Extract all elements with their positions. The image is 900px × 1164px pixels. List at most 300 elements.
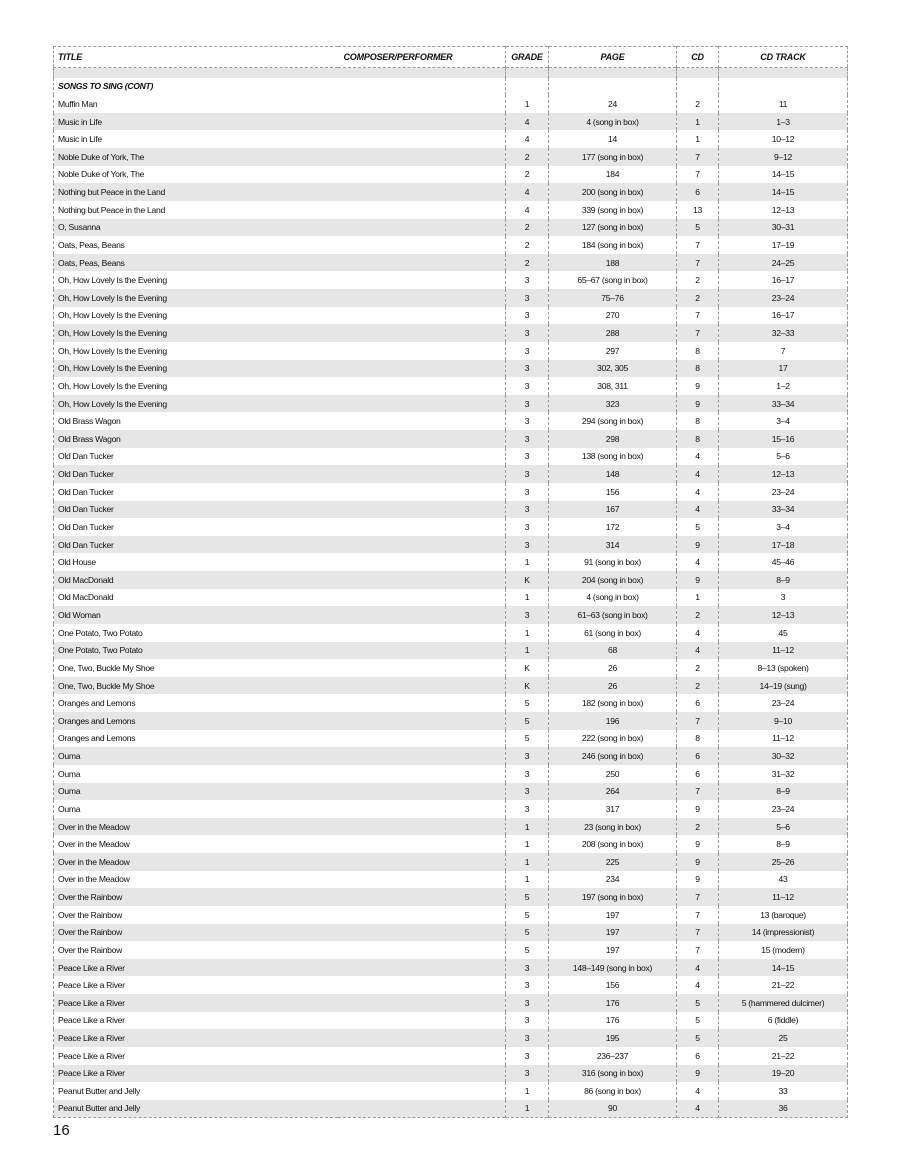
cell-cd: 4 xyxy=(677,1082,719,1100)
cell-cd-track: 24–25 xyxy=(719,254,848,272)
cell-cd: 6 xyxy=(677,694,719,712)
cell-title: Oh, How Lovely Is the Evening xyxy=(58,275,167,286)
cell-composer xyxy=(338,1100,506,1118)
cell-cd: 8 xyxy=(677,430,719,448)
cell-cd-track: 32–33 xyxy=(719,324,848,342)
cell-title: Old House xyxy=(58,557,96,568)
cell-page: 197 xyxy=(549,924,677,942)
cell-composer xyxy=(338,694,506,712)
cell-cd-track: 30–32 xyxy=(719,747,848,765)
cell-title: Oh, How Lovely Is the Evening xyxy=(58,345,167,356)
cell-grade: 1 xyxy=(506,1082,549,1100)
section-row xyxy=(54,78,848,96)
cell-cd-track: 17–19 xyxy=(719,236,848,254)
cell-cd-track: 5 (hammered dulcimer) xyxy=(719,994,848,1012)
table-row xyxy=(54,113,848,131)
cell-composer xyxy=(338,589,506,607)
table-row xyxy=(54,906,848,924)
cell-composer xyxy=(338,941,506,959)
cell-grade: 3 xyxy=(506,800,549,818)
cell-title: Over the Rainbow xyxy=(58,892,122,903)
cell-title: Old Dan Tucker xyxy=(58,486,114,497)
cell-page: 127 (song in box) xyxy=(549,219,677,237)
cell-page: 167 xyxy=(549,501,677,519)
cell-cd: 8 xyxy=(677,412,719,430)
table-row xyxy=(54,730,848,748)
cell-composer xyxy=(338,183,506,201)
cell-cd-track: 11 xyxy=(719,95,848,113)
table-row xyxy=(54,571,848,589)
cell-composer xyxy=(338,783,506,801)
cell-page: 314 xyxy=(549,536,677,554)
cell-page: 14 xyxy=(549,130,677,148)
cell-composer xyxy=(338,765,506,783)
cell-composer xyxy=(338,1012,506,1030)
cell-page: 294 (song in box) xyxy=(549,412,677,430)
cell-title: Ouma xyxy=(58,768,81,779)
cell-cd: 2 xyxy=(677,95,719,113)
cell-composer xyxy=(338,219,506,237)
cell-cd: 7 xyxy=(677,166,719,184)
cell-page: 86 (song in box) xyxy=(549,1082,677,1100)
cell-grade: 3 xyxy=(506,783,549,801)
cell-composer xyxy=(338,994,506,1012)
cell-composer xyxy=(338,747,506,765)
cell-composer xyxy=(338,360,506,378)
table-row xyxy=(54,412,848,430)
cell-cd: 7 xyxy=(677,941,719,959)
cell-cd: 6 xyxy=(677,747,719,765)
cell-title: Ouma xyxy=(58,786,81,797)
cell-cd-track: 15–16 xyxy=(719,430,848,448)
cell-title: Muffin Man xyxy=(58,98,98,109)
cell-cd-track: 30–31 xyxy=(719,219,848,237)
cell-cd-track: 11–12 xyxy=(719,888,848,906)
cell-cd: 5 xyxy=(677,518,719,536)
cell-grade: 5 xyxy=(506,712,549,730)
cell-cd-track: 14–15 xyxy=(719,959,848,977)
cell-page: 302, 305 xyxy=(549,360,677,378)
cell-page: 4 (song in box) xyxy=(549,113,677,131)
cell-page: 26 xyxy=(549,677,677,695)
cell-grade: 3 xyxy=(506,395,549,413)
cell-grade: 2 xyxy=(506,219,549,237)
cell-cd-track: 8–9 xyxy=(719,835,848,853)
cell-page: 200 (song in box) xyxy=(549,183,677,201)
cell-cd: 4 xyxy=(677,976,719,994)
table-row xyxy=(54,1065,848,1083)
cell-cd: 4 xyxy=(677,1100,719,1118)
cell-title: Peace Like a River xyxy=(58,1033,125,1044)
cell-composer xyxy=(338,201,506,219)
cell-cd: 8 xyxy=(677,360,719,378)
cell-grade: 2 xyxy=(506,148,549,166)
cell-composer xyxy=(338,571,506,589)
cell-composer xyxy=(338,818,506,836)
cell-composer xyxy=(338,289,506,307)
cell-cd: 4 xyxy=(677,642,719,660)
table-row xyxy=(54,271,848,289)
cell-cd-track: 33–34 xyxy=(719,395,848,413)
cell-title: Peace Like a River xyxy=(58,980,125,991)
cell-cd: 5 xyxy=(677,219,719,237)
cell-grade: 1 xyxy=(506,853,549,871)
table-row xyxy=(54,148,848,166)
cell-cd: 2 xyxy=(677,677,719,695)
table-row xyxy=(54,924,848,942)
cell-grade: 3 xyxy=(506,430,549,448)
cell-composer xyxy=(338,307,506,325)
cell-grade: 5 xyxy=(506,888,549,906)
cell-title: Noble Duke of York, The xyxy=(58,169,145,180)
table-row xyxy=(54,941,848,959)
cell-title: Old Woman xyxy=(58,610,101,621)
cell-page: 184 (song in box) xyxy=(549,236,677,254)
cell-cd-track: 14–15 xyxy=(719,183,848,201)
cell-grade: 1 xyxy=(506,818,549,836)
cell-composer xyxy=(338,1029,506,1047)
spacer-row xyxy=(54,68,848,78)
cell-cd-track: 14–19 (sung) xyxy=(719,677,848,695)
cell-cd-track: 13 (baroque) xyxy=(719,906,848,924)
header-page: PAGE xyxy=(549,47,677,68)
cell-grade: 1 xyxy=(506,871,549,889)
table-row xyxy=(54,95,848,113)
cell-title: One Potato, Two Potato xyxy=(58,627,143,638)
cell-title: Oh, How Lovely Is the Evening xyxy=(58,363,167,374)
cell-composer xyxy=(338,642,506,660)
cell-title: Over the Rainbow xyxy=(58,909,122,920)
cell-cd-track: 15 (modern) xyxy=(719,941,848,959)
cell-title: Oranges and Lemons xyxy=(58,698,136,709)
cell-grade: 3 xyxy=(506,324,549,342)
cell-cd: 2 xyxy=(677,271,719,289)
cell-cd: 4 xyxy=(677,553,719,571)
cell-grade: 3 xyxy=(506,342,549,360)
cell-title: Nothing but Peace in the Land xyxy=(58,204,165,215)
table-row xyxy=(54,377,848,395)
cell-cd-track: 7 xyxy=(719,342,848,360)
cell-page: 68 xyxy=(549,642,677,660)
cell-composer xyxy=(338,113,506,131)
cell-cd: 7 xyxy=(677,236,719,254)
cell-grade: 3 xyxy=(506,518,549,536)
table-row xyxy=(54,783,848,801)
cell-composer xyxy=(338,536,506,554)
header-grade: GRADE xyxy=(506,47,549,68)
cell-cd: 7 xyxy=(677,924,719,942)
table-row xyxy=(54,360,848,378)
cell-title: Old Dan Tucker xyxy=(58,451,114,462)
cell-page: 156 xyxy=(549,483,677,501)
table-row xyxy=(54,307,848,325)
cell-page: 188 xyxy=(549,254,677,272)
table-row xyxy=(54,712,848,730)
cell-grade: 3 xyxy=(506,501,549,519)
cell-cd: 4 xyxy=(677,448,719,466)
table-row xyxy=(54,642,848,660)
table-row xyxy=(54,501,848,519)
cell-composer xyxy=(338,483,506,501)
cell-grade: 3 xyxy=(506,536,549,554)
cell-grade: 5 xyxy=(506,730,549,748)
cell-page: 197 (song in box) xyxy=(549,888,677,906)
cell-title: Old Dan Tucker xyxy=(58,504,114,515)
cell-title: Over in the Meadow xyxy=(58,821,130,832)
cell-page: 264 xyxy=(549,783,677,801)
table-row xyxy=(54,659,848,677)
table-row xyxy=(54,888,848,906)
table-row xyxy=(54,1012,848,1030)
cell-composer xyxy=(338,959,506,977)
cell-title: Old Brass Wagon xyxy=(58,416,121,427)
cell-composer xyxy=(338,906,506,924)
cell-composer xyxy=(338,1047,506,1065)
cell-composer xyxy=(338,871,506,889)
cell-page: 138 (song in box) xyxy=(549,448,677,466)
cell-composer xyxy=(338,254,506,272)
cell-composer xyxy=(338,924,506,942)
table-row xyxy=(54,324,848,342)
cell-composer xyxy=(338,1082,506,1100)
cell-cd-track: 11–12 xyxy=(719,642,848,660)
cell-cd-track: 23–24 xyxy=(719,289,848,307)
cell-cd-track: 23–24 xyxy=(719,800,848,818)
cell-grade: 3 xyxy=(506,412,549,430)
cell-title: Peanut Butter and Jelly xyxy=(58,1103,140,1114)
cell-cd-track: 9–10 xyxy=(719,712,848,730)
cell-composer xyxy=(338,148,506,166)
cell-page: 236–237 xyxy=(549,1047,677,1065)
cell-grade: 2 xyxy=(506,236,549,254)
cell-grade: 1 xyxy=(506,1100,549,1118)
cell-page: 148 xyxy=(549,465,677,483)
cell-grade: 5 xyxy=(506,924,549,942)
table-row xyxy=(54,219,848,237)
cell-title: Oh, How Lovely Is the Evening xyxy=(58,380,167,391)
table-row xyxy=(54,976,848,994)
table-row xyxy=(54,1047,848,1065)
cell-composer xyxy=(338,130,506,148)
cell-cd: 2 xyxy=(677,606,719,624)
table-row xyxy=(54,553,848,571)
cell-cd: 9 xyxy=(677,800,719,818)
cell-cd: 4 xyxy=(677,501,719,519)
cell-cd: 8 xyxy=(677,730,719,748)
table-body xyxy=(54,68,848,1118)
cell-title: Old Dan Tucker xyxy=(58,469,114,480)
cell-page: 250 xyxy=(549,765,677,783)
table-row xyxy=(54,853,848,871)
cell-title: Over the Rainbow xyxy=(58,944,122,955)
table-row xyxy=(54,254,848,272)
cell-cd: 4 xyxy=(677,959,719,977)
cell-cd-track: 14–15 xyxy=(719,166,848,184)
cell-page: 176 xyxy=(549,994,677,1012)
cell-composer xyxy=(338,624,506,642)
cell-grade: 3 xyxy=(506,465,549,483)
cell-page: 316 (song in box) xyxy=(549,1065,677,1083)
cell-page: 225 xyxy=(549,853,677,871)
cell-grade: 1 xyxy=(506,835,549,853)
table-row xyxy=(54,959,848,977)
table-row xyxy=(54,342,848,360)
cell-page: 246 (song in box) xyxy=(549,747,677,765)
cell-page: 298 xyxy=(549,430,677,448)
cell-composer xyxy=(338,518,506,536)
cell-page: 323 xyxy=(549,395,677,413)
cell-cd: 7 xyxy=(677,712,719,730)
cell-cd-track: 12–13 xyxy=(719,465,848,483)
cell-composer xyxy=(338,271,506,289)
cell-cd: 2 xyxy=(677,289,719,307)
cell-grade: 3 xyxy=(506,1047,549,1065)
cell-page: 195 xyxy=(549,1029,677,1047)
cell-cd-track: 8–9 xyxy=(719,783,848,801)
cell-page: 23 (song in box) xyxy=(549,818,677,836)
cell-composer xyxy=(338,342,506,360)
cell-page: 197 xyxy=(549,941,677,959)
table-row xyxy=(54,677,848,695)
cell-grade: 3 xyxy=(506,994,549,1012)
cell-cd-track: 6 (fiddle) xyxy=(719,1012,848,1030)
cell-grade: 5 xyxy=(506,906,549,924)
cell-grade: K xyxy=(506,659,549,677)
cell-cd-track: 17 xyxy=(719,360,848,378)
cell-cd: 9 xyxy=(677,871,719,889)
cell-page: 317 xyxy=(549,800,677,818)
page-number: 16 xyxy=(53,1122,70,1139)
table-row xyxy=(54,395,848,413)
cell-grade: 3 xyxy=(506,1065,549,1083)
cell-cd: 7 xyxy=(677,307,719,325)
cell-cd-track: 33–34 xyxy=(719,501,848,519)
cell-cd: 4 xyxy=(677,624,719,642)
cell-title: Over in the Meadow xyxy=(58,856,130,867)
table-row xyxy=(54,1082,848,1100)
cell-title: Old MacDonald xyxy=(58,592,114,603)
cell-composer xyxy=(338,553,506,571)
cell-page: 204 (song in box) xyxy=(549,571,677,589)
cell-title: Old Dan Tucker xyxy=(58,539,114,550)
cell-grade: 3 xyxy=(506,1012,549,1030)
cell-title: O, Susanna xyxy=(58,222,101,233)
cell-cd-track: 9–12 xyxy=(719,148,848,166)
cell-composer xyxy=(338,465,506,483)
cell-title: Peace Like a River xyxy=(58,997,125,1008)
cell-composer xyxy=(338,236,506,254)
cell-cd-track: 23–24 xyxy=(719,694,848,712)
cell-page: 182 (song in box) xyxy=(549,694,677,712)
cell-grade: 3 xyxy=(506,606,549,624)
cell-grade: 3 xyxy=(506,483,549,501)
cell-title: Oats, Peas, Beans xyxy=(58,257,125,268)
cell-cd: 7 xyxy=(677,783,719,801)
cell-page: 308, 311 xyxy=(549,377,677,395)
cell-composer xyxy=(338,888,506,906)
cell-cd: 4 xyxy=(677,483,719,501)
cell-page: 172 xyxy=(549,518,677,536)
cell-composer xyxy=(338,95,506,113)
cell-grade: 4 xyxy=(506,201,549,219)
cell-grade: 2 xyxy=(506,166,549,184)
table-row xyxy=(54,765,848,783)
cell-cd: 9 xyxy=(677,536,719,554)
cell-page: 91 (song in box) xyxy=(549,553,677,571)
table-row xyxy=(54,606,848,624)
cell-title: One, Two, Buckle My Shoe xyxy=(58,680,155,691)
cell-grade: K xyxy=(506,677,549,695)
cell-cd: 7 xyxy=(677,148,719,166)
table-row xyxy=(54,536,848,554)
table-row xyxy=(54,465,848,483)
cell-title: Over in the Meadow xyxy=(58,874,130,885)
cell-title: Peace Like a River xyxy=(58,962,125,973)
cell-page: 156 xyxy=(549,976,677,994)
cell-cd: 5 xyxy=(677,1012,719,1030)
cell-composer xyxy=(338,800,506,818)
header-composer: COMPOSER/PERFORMER xyxy=(343,52,453,62)
cell-composer xyxy=(338,377,506,395)
cell-cd: 8 xyxy=(677,342,719,360)
table-row xyxy=(54,130,848,148)
cell-title: Oranges and Lemons xyxy=(58,715,136,726)
table-row xyxy=(54,994,848,1012)
cell-grade: 4 xyxy=(506,183,549,201)
cell-cd-track: 16–17 xyxy=(719,271,848,289)
cell-title: One Potato, Two Potato xyxy=(58,645,143,656)
cell-grade: 2 xyxy=(506,254,549,272)
cell-cd-track: 5–6 xyxy=(719,448,848,466)
cell-grade: 4 xyxy=(506,130,549,148)
cell-cd-track: 43 xyxy=(719,871,848,889)
cell-title: Old MacDonald xyxy=(58,574,114,585)
cell-grade: 3 xyxy=(506,765,549,783)
cell-cd-track: 16–17 xyxy=(719,307,848,325)
cell-page: 196 xyxy=(549,712,677,730)
cell-cd: 13 xyxy=(677,201,719,219)
table-row xyxy=(54,747,848,765)
table-row xyxy=(54,430,848,448)
cell-title: Peanut Butter and Jelly xyxy=(58,1085,140,1096)
cell-cd-track: 12–13 xyxy=(719,201,848,219)
cell-cd-track: 23–24 xyxy=(719,483,848,501)
cell-grade: 1 xyxy=(506,624,549,642)
cell-grade: 3 xyxy=(506,976,549,994)
cell-cd-track: 31–32 xyxy=(719,765,848,783)
cell-cd: 6 xyxy=(677,765,719,783)
header-cd: CD xyxy=(677,47,719,68)
cell-cd-track: 11–12 xyxy=(719,730,848,748)
cell-grade: 5 xyxy=(506,941,549,959)
cell-cd-track: 25–26 xyxy=(719,853,848,871)
cell-cd: 2 xyxy=(677,659,719,677)
table-row xyxy=(54,183,848,201)
cell-cd: 9 xyxy=(677,853,719,871)
cell-page: 339 (song in box) xyxy=(549,201,677,219)
cell-title: Music in Life xyxy=(58,116,102,127)
cell-composer xyxy=(338,448,506,466)
cell-cd-track: 33 xyxy=(719,1082,848,1100)
cell-cd-track: 1–2 xyxy=(719,377,848,395)
cell-composer xyxy=(338,324,506,342)
header-cd-track: CD TRACK xyxy=(719,47,848,68)
cell-page: 4 (song in box) xyxy=(549,589,677,607)
table-row xyxy=(54,1029,848,1047)
cell-cd: 1 xyxy=(677,130,719,148)
table-row xyxy=(54,166,848,184)
cell-cd-track: 19–20 xyxy=(719,1065,848,1083)
